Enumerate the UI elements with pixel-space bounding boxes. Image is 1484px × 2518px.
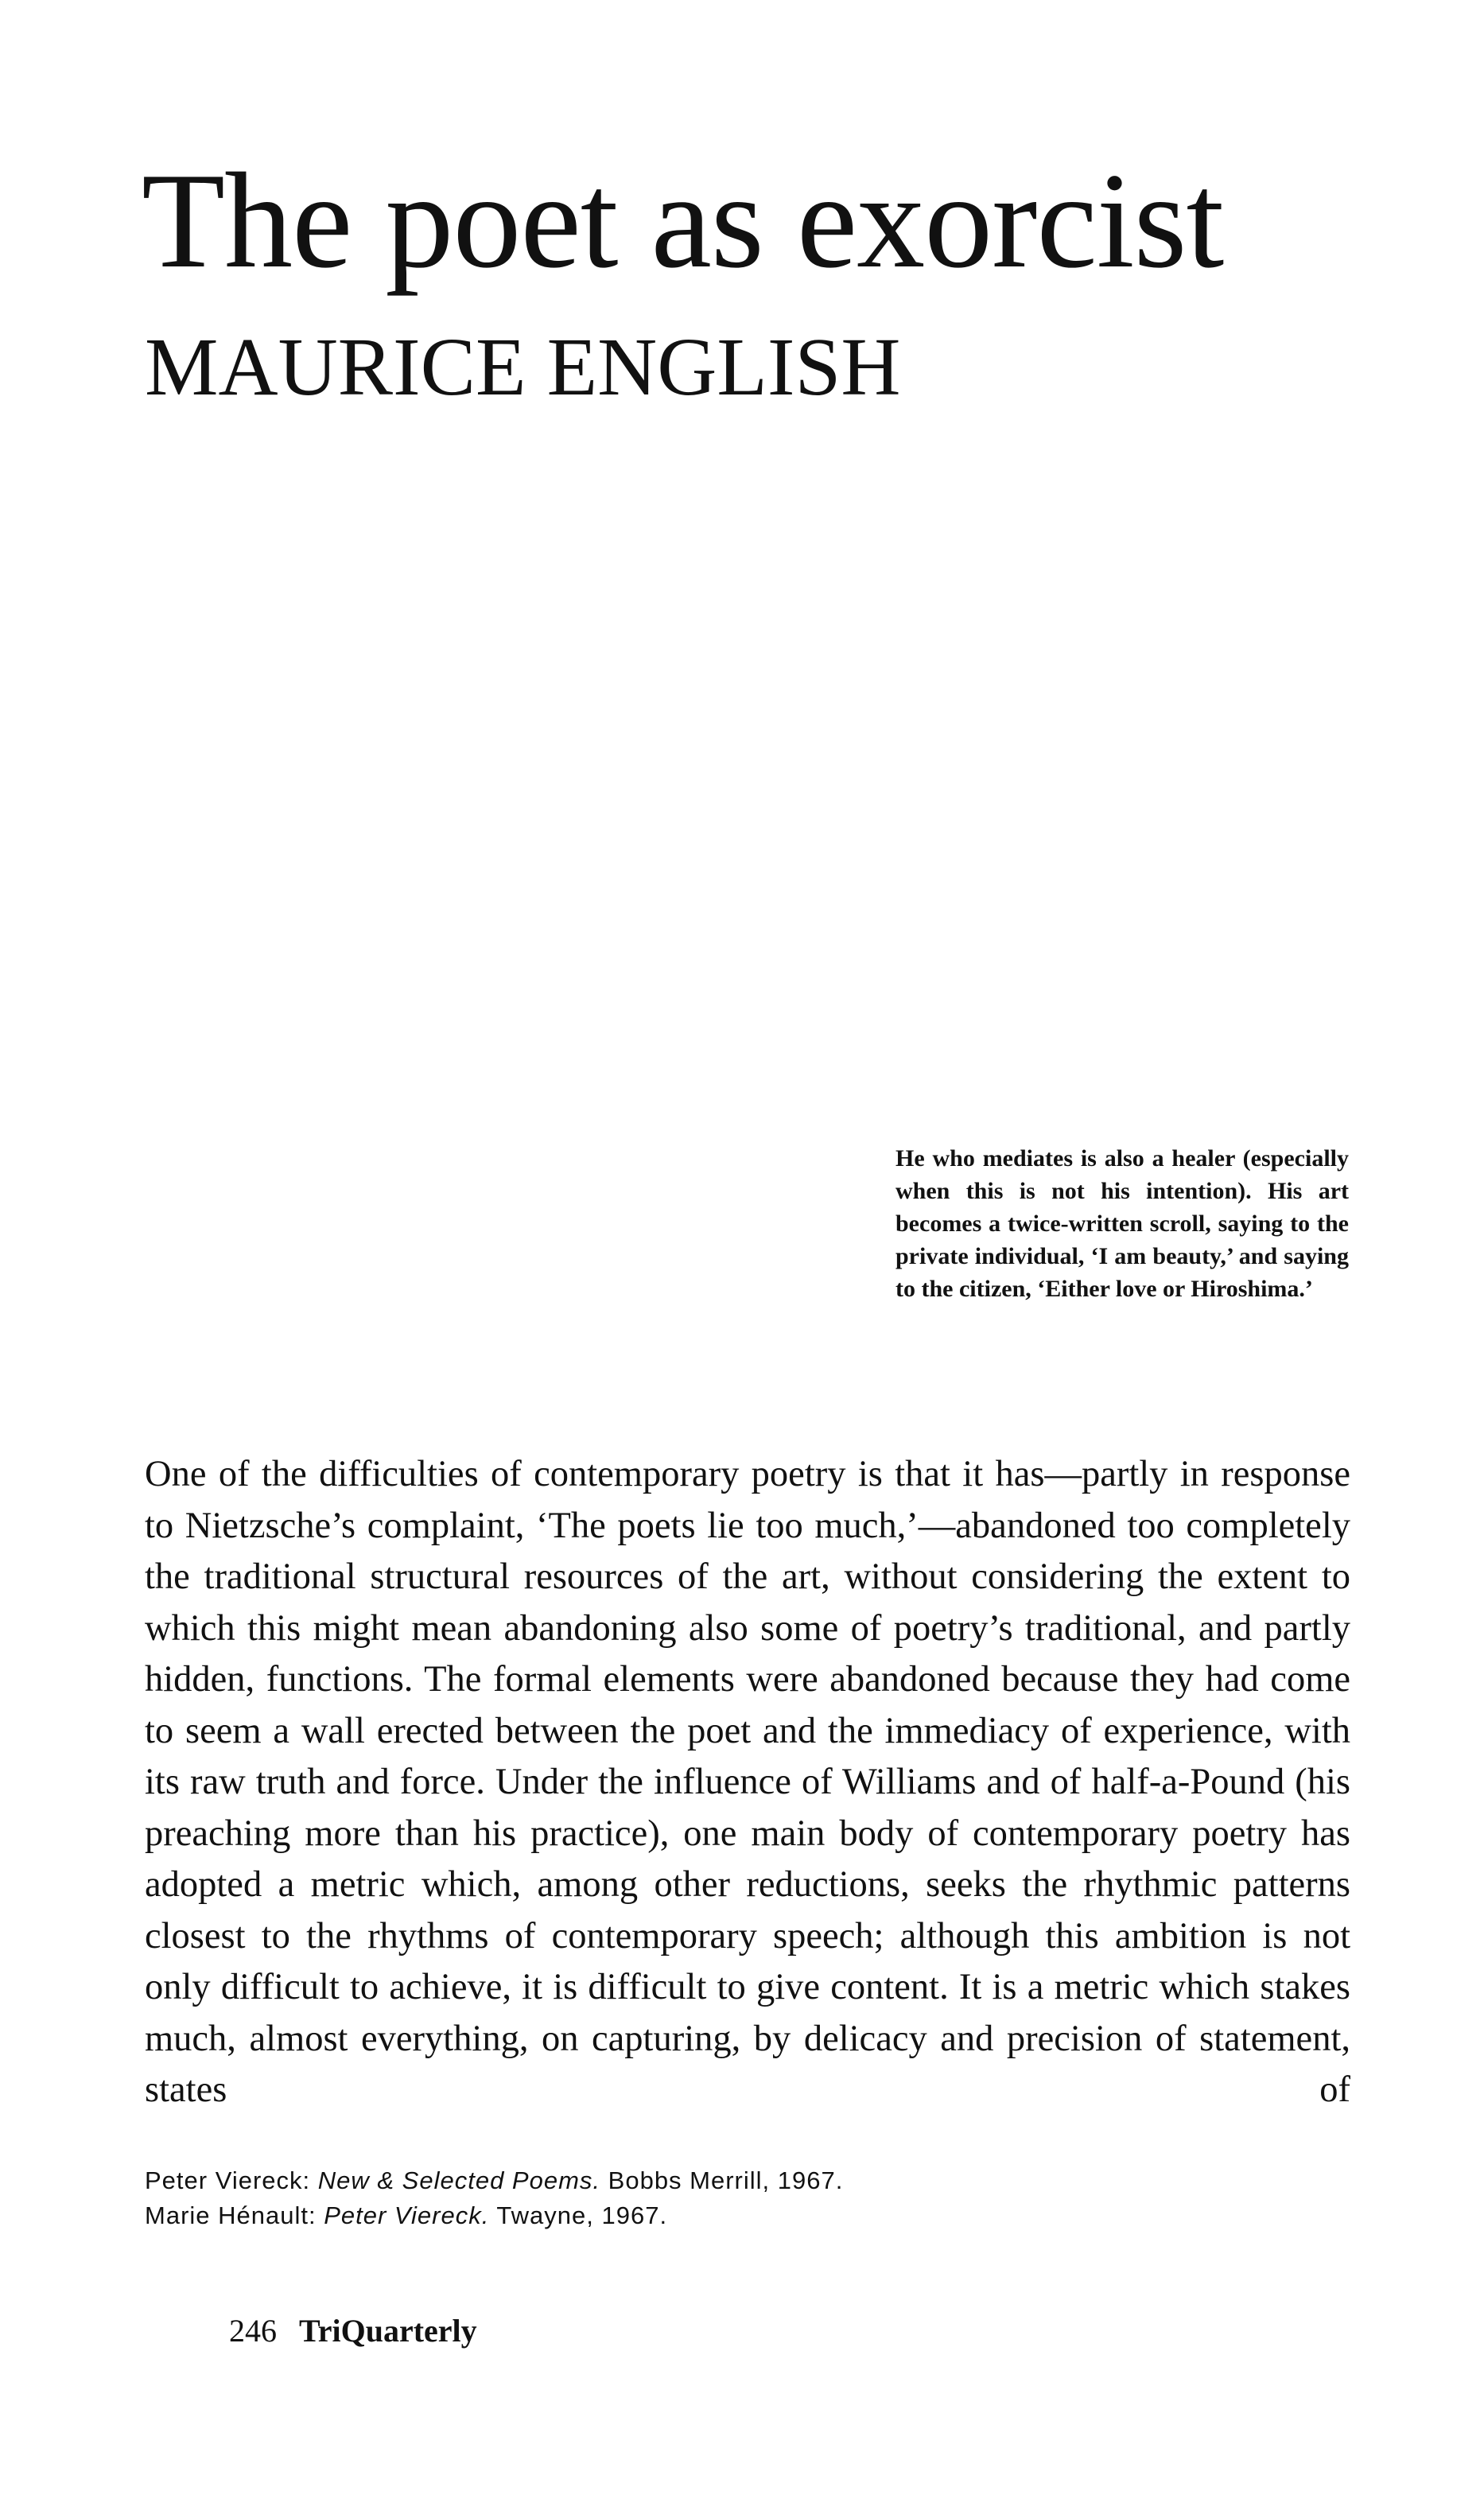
reference-item [145,2163,843,2198]
reference-work: Peter Viereck. [324,2201,490,2229]
article-author: MAURICE ENGLISH [145,321,901,413]
epigraph: He who mediates is also a healer (especially when this is not his intention). His art becomes a twice-written scroll, saying to the private individual, ‘I am beauty,’ and saying to the citizen, ‘Either love or Hiroshima.’ [895,1145,1349,1302]
reference-item [145,2198,843,2233]
reference-author: Peter Viereck: [145,2166,311,2194]
reference-work: New & Selected Poems. [317,2166,601,2194]
article-title: The poet as exorcist [142,146,1224,297]
reference-publisher: Bobbs Merrill, 1967. [608,2166,844,2194]
page-footer [229,2311,477,2351]
page-number: 246 [229,2313,277,2349]
reference-list [145,2163,843,2233]
reference-publisher: Twayne, 1967. [496,2201,668,2229]
reference-author: Marie Hénault: [145,2201,317,2229]
journal-name: TriQuarterly [299,2313,477,2349]
body-paragraph: One of the difficulties of contemporary poetry is that it has—partly in response to Nietzsche’s complaint, ‘The poets lie too much,’—abandoned too completely the traditional structural resources of the art, without considering the extent to which this might mean abandoning also some of poetry’s traditional, and partly hidden, functions. The formal elements were abandoned because they had come to seem a wall erected between the poet and the immediacy of experience, with its raw truth and force. Under the influence of Williams and of half-a-Pound (his preaching more than his practice), one main body of contemporary poetry has adopted a metric which, among other reductions, seeks the rhythmic patterns closest to the rhythms of contemporary speech; although this ambition is not only difficult to achieve, it is difficult to give content. It is a metric which stakes much, almost everything, on capturing, by delicacy and precision of statement, states of [145,1454,1350,2110]
